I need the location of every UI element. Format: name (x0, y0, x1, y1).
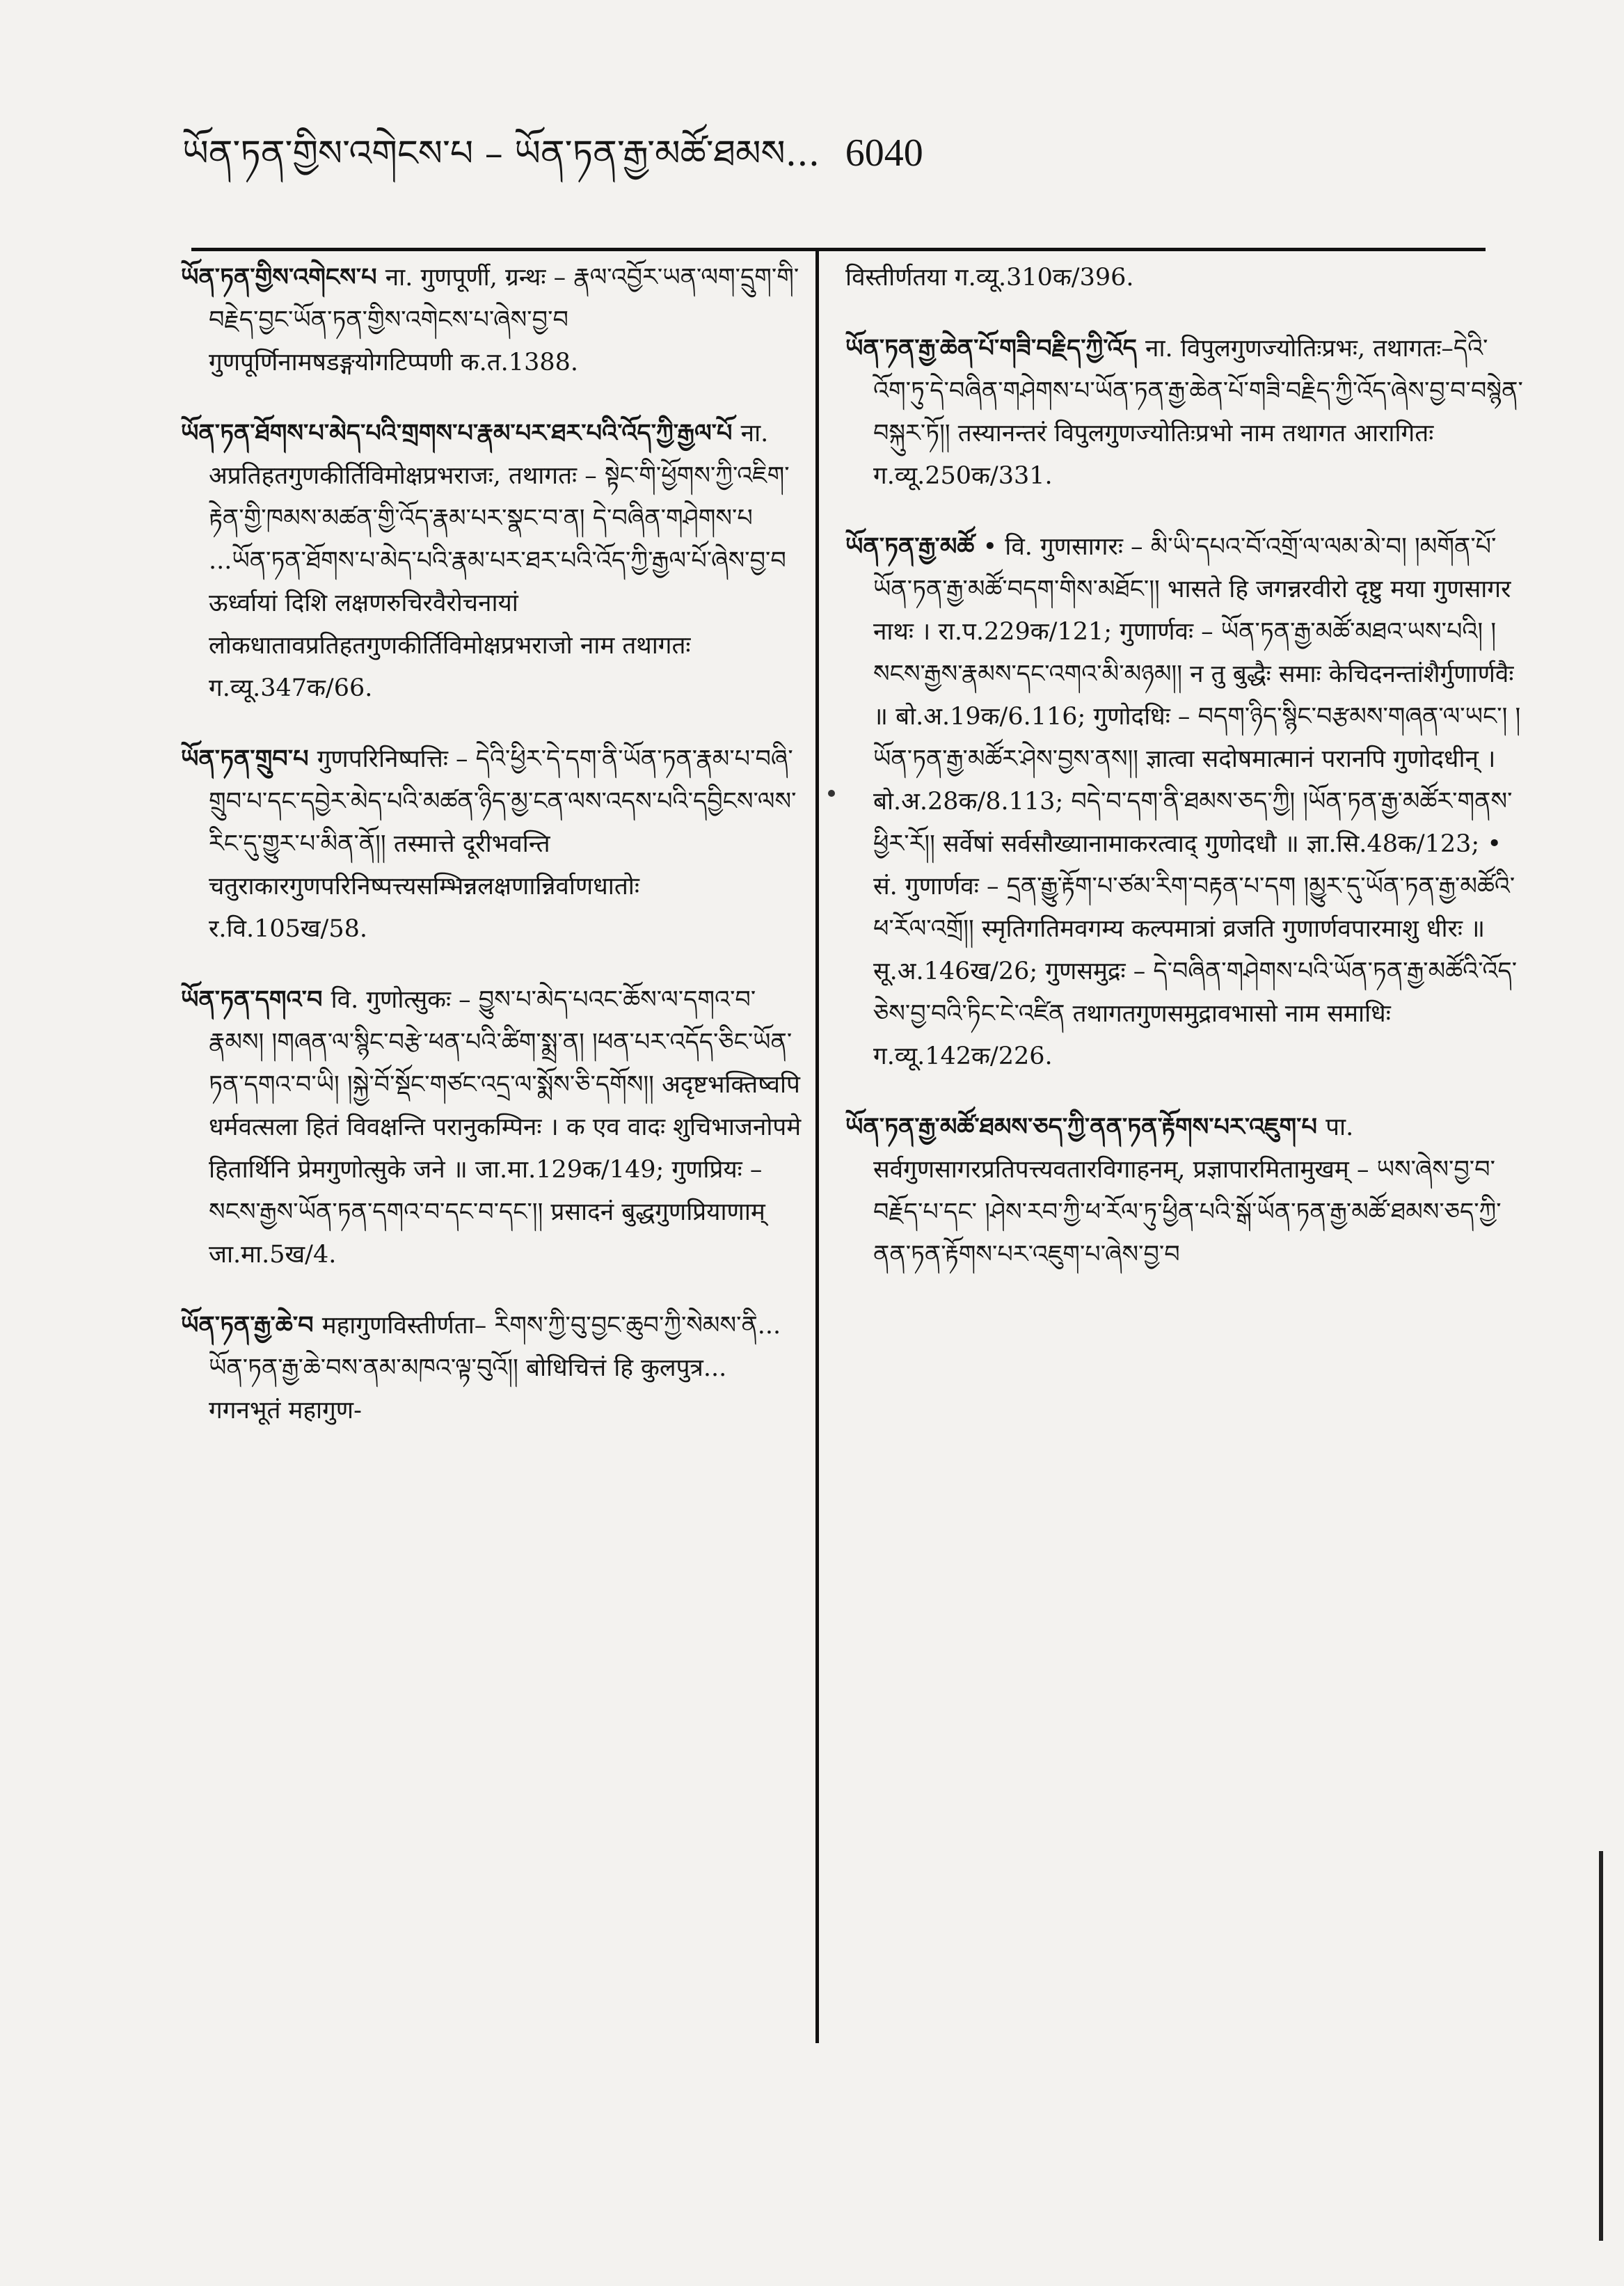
dictionary-entry (181, 978, 804, 1276)
entry-text: • वि. गुणसागरः – མི་ཡི་དཔའ་བོ་འགྲོ་ལ་ལམ་མེ་བ། །མགོན་པོ་ཡོན་ཏན་རྒྱ་མཚོ་བདག་གིས་མཐོང་།། भासते हि जगन्नरवीरो दृष्टु मया गुणसागर नाथः । रा.प.229क/121; गुणार्णवः – ཡོན་ཏན་རྒྱ་མཚོ་མཐའ་ཡས་པའི། །སངས་རྒྱས་རྣམས་དང་འགའ་མི་མཉམ།། न तु बुद्धैः समाः केचिदनन्तांशैर्गुणार्णवैः ॥ बो.अ.19क/6.116; गुणोदधिः – བདག་ཉིད་སྙིང་བརྩམས་གཞན་ལ་ཡང་། །ཡོན་ཏན་རྒྱ་མཚོར་ཤེས་བྱས་ནས།། ज्ञात्वा सदोषमात्मानं परानपि गुणोदधीन् । बो.अ.28क/8.113; བདེ་བ་དག་ནི་ཐམས་ཅད་ཀྱི། །ཡོན་ཏན་རྒྱ་མཚོར་གནས་ཕྱིར་རོ།། सर्वेषां सर्वसौख्यानामाकरत्वाद् गुणोदधौ ॥ ज्ञा.सि.48क/123; • सं. गुणार्णवः – དྲན་རྒྱུ་རྟོག་པ་ཙམ་རིག་བརྟན་པ་དག །མྱུར་དུ་ཡོན་ཏན་རྒྱ་མཚོའི་ཕ་རོལ་འགྲོ།། स्मृतिगतिमवगम्य कल्पमात्रां व्रजति गुणार्णवपारमाशु धीरः ॥ सू.अ.146ख/26; गुणसमुद्रः – དེ་བཞིན་གཤེགས་པའི་ཡོན་ཏན་རྒྱ་མཚོའི་འོད་ཅེས་བྱ་བའི་ཏིང་ངེ་འཛིན तथागतगुणसमुद्रावभासो नाम समाधिः ग.व्यू.142क/226. (873, 533, 1521, 1070)
header-title: ཡོན་ཏན་གྱིས་འགེངས་པ – ཡོན་ཏན་རྒྱ་མཚོ་ཐམས... (182, 133, 820, 175)
page-edge-mark (1599, 1851, 1603, 2241)
entry-text: विस्तीर्णतया ग.व्यू.310क/396. (845, 264, 1134, 292)
dictionary-entry (845, 525, 1524, 1078)
entry-headword: ཡོན་ཏན་དགའ་བ (181, 985, 331, 1014)
entry-headword: ཡོན་ཏན་རྒྱ་མཚོ་ཐམས་ཅད་ཀྱི་ནན་ཏན་རྟོགས་པར་འཇུག་པ (845, 1113, 1326, 1141)
dictionary-entry (845, 1106, 1524, 1276)
dictionary-entry (181, 738, 804, 951)
dictionary-entry (845, 327, 1524, 498)
ink-dot (828, 790, 835, 797)
entry-text: गुणपरिनिष्पत्तिः – དེའི་ཕྱིར་དེ་དག་ནི་ཡོན་ཏན་རྣམ་པ་བཞི་གྲུབ་པ་དང་དབྱེར་མེད་པའི་མཚན་ཉིད་མྱ་ངན་ལས་འདས་པའི་དབྱིངས་ལས་རིང་དུ་གྱུར་པ་མིན་ནོ།། तस्मात्ते दूरीभवन्ति चतुराकारगुणपरिनिष्पत्त्यसम्भिन्नलक्षणान्निर्वाणधातोः र.वि.105ख/58. (209, 745, 797, 943)
entry-text: वि. गुणोत्सुकः – བྱུས་པ་མེད་པའང་ཆོས་ལ་དགའ་བ་རྣམས། །གཞན་ལ་སྙིང་བརྩེ་ཕན་པའི་ཚིག་སྨྲ་ན། །ཕན་པར་འདོད་ཅིང་ཡོན་ཏན་དགའ་བ་ཡི། །སྐྱེ་བོ་སྡོང་གཙང་འདྲ་ལ་སྨོས་ཅི་དགོས།། अदृष्टभक्तिष्वपि धर्मवत्सला हितं विवक्षन्ति परानुकम्पिनः । क एव वादः शुचिभाजनोपमे हितार्थिनि प्रेमगुणोत्सुके जने ॥ जा.मा.129क/149; गुणप्रियः – སངས་རྒྱས་ཡོན་ཏན་དགའ་བ་དང་བ་དང་།། प्रसादनं बुद्धगुणप्रियाणाम् जा.मा.5ख/4. (209, 986, 802, 1269)
left-column (181, 256, 804, 1460)
entry-headword: ཡོན་ཏན་རྒྱ་ཆེ་བ (181, 1311, 322, 1340)
entry-headword: ཡོན་ཏན་རྒྱ་ཆེན་པོ་གཟི་བརྗིད་ཀྱི་འོད (845, 334, 1146, 363)
entry-headword: ཡོན་ཏན་གྲུབ་པ (181, 745, 317, 773)
entry-text: पा. सर्वगुणसागरप्रतिपत्त्यवतारविगाहनम्, प्रज्ञापारमितामुखम् – ཡས་ཞེས་བྱ་བ་བརྗོད་པ་དང་ །ཤེས་རབ་ཀྱི་ཕ་རོལ་ཏུ་ཕྱིན་པའི་སྒོ་ཡོན་ཏན་རྒྱ་མཚོ་ཐམས་ཅད་ཀྱི་ནན་ཏན་རྟོགས་པར་འཇུག་པ་ཞེས་བྱ་བ (873, 1113, 1502, 1269)
entry-text: ना. अप्रतिहतगुणकीर्तिविमोक्षप्रभराजः, तथागतः – སྟེང་གི་ཕྱོགས་ཀྱི་འཇིག་རྟེན་གྱི་ཁམས་མཚན་གྱི་འོད་རྣམ་པར་སྣང་བ་ན། དེ་བཞིན་གཤེགས་པ ...ཡོན་ཏན་ཐོགས་པ་མེད་པའི་རྣམ་པར་ཐར་པའི་འོད་ཀྱི་རྒྱལ་པོ་ཞེས་བྱ་བ ऊर्ध्वायां दिशि लक्षणरुचिरवैरोचनायां लोकधातावप्रतिहतगुणकीर्तिविमोक्षप्रभराजो नाम तथागतः ग.व्यू.347क/66. (209, 420, 790, 702)
entry-text: ना. गुणपूर्णी, ग्रन्थः – རྣལ་འབྱོར་ཡན་ལག་དྲུག་གི་བརྗེད་བྱང་ཡོན་ཏན་གྱིས་འགེངས་པ་ཞེས་བྱ་བ गुणपूर्णिनामषडङ्गयोगटिप्पणी क.त.1388. (209, 264, 799, 376)
entry-text: ना. विपुलगुणज्योतिःप्रभः, तथागतः–དེའི་འོག་ཏུ་དེ་བཞིན་གཤེགས་པ་ཡོན་ཏན་རྒྱ་ཆེན་པོ་གཟི་བརྗིད་ཀྱི་འོད་ཞེས་བྱ་བ་བསྙེན་བསྐུར་ཏོ།། तस्यानन्तरं विपुलगुणज्योतिःप्रभो नाम तथागत आरागितः ग.व्यू.250क/331. (873, 335, 1523, 490)
dictionary-entry (181, 256, 804, 384)
entry-headword: ཡོན་ཏན་རྒྱ་མཚོ (845, 532, 983, 561)
dictionary-entry (181, 412, 804, 710)
dictionary-entry-continuation (845, 256, 1524, 299)
running-header (182, 129, 1226, 178)
entry-headword: ཡོན་ཏན་གྱིས་འགེངས་པ (181, 263, 385, 292)
column-divider (815, 248, 819, 2043)
entry-text: महागुणविस्तीर्णता– རིགས་ཀྱི་བུ་བྱང་ཆུབ་ཀྱི་སེམས་ནི... ཡོན་ཏན་རྒྱ་ཆེ་བས་ནམ་མཁའ་ལྟ་བུའོ།། बोधिचित्तं हि कुलपुत्र... गगनभूतं महागुण- (209, 1312, 781, 1424)
right-column (845, 256, 1524, 1304)
dictionary-entry (181, 1304, 804, 1432)
page-number: 6040 (845, 132, 923, 175)
entry-headword: ཡོན་ཏན་ཐོགས་པ་མེད་པའི་གྲགས་པ་རྣམ་པར་ཐར་པའི་འོད་ཀྱི་རྒྱལ་པོ (181, 419, 741, 447)
header-rule (191, 248, 1486, 251)
